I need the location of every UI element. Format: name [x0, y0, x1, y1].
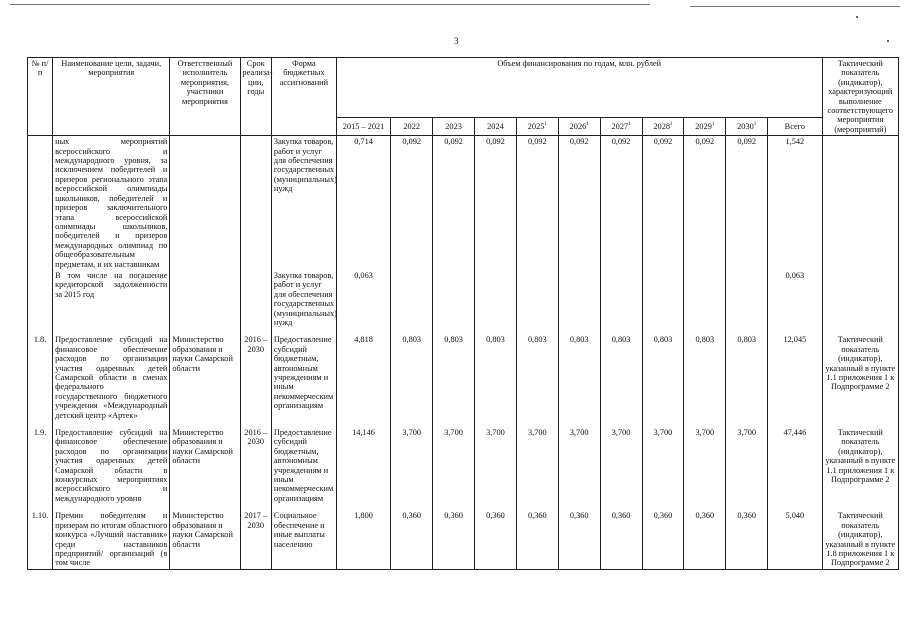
footnote-mark: 1 — [670, 122, 673, 128]
year-value: 0,803 — [726, 334, 768, 421]
measure-name: ных мероприятий всероссийского и международного уровня, за исключением победителей и призеров регионального этапа всероссийской олимпиады школьников, победителей и призеров заключительного этапа всероссийской олимпиады школьников, победителей и призеров международных олимпиад по общеобразовательным предметам, и их наставникам — [53, 136, 170, 270]
tactical-indicator — [822, 136, 898, 270]
year-value: 3,700 — [642, 427, 684, 504]
header-name: Наименование цели, задачи, мероприятия — [53, 58, 170, 136]
total-value: 12,045 — [768, 334, 822, 421]
footnote-mark: 1 — [628, 122, 631, 128]
responsible-executor: Министерство образования и науки Самарской области — [170, 510, 240, 569]
year-header: 2023 — [433, 118, 475, 136]
year-header: 2015 – 2021 — [336, 118, 390, 136]
table-row — [28, 427, 899, 504]
tactical-indicator — [822, 270, 898, 328]
year-value: 0,803 — [433, 334, 475, 421]
year-value: 0,360 — [433, 510, 475, 569]
year-value: 3,700 — [684, 427, 726, 504]
header-indicator: Тактический показатель (индикатор), характеризующий выполнение соответствующего мероприятия (мероприятий) — [822, 58, 898, 136]
year-value — [642, 270, 684, 328]
total-value: 47,446 — [768, 427, 822, 504]
year-value: 0,092 — [433, 136, 475, 270]
year-value: 3,700 — [475, 427, 517, 504]
year-value — [558, 270, 600, 328]
footnote-mark: 1 — [711, 122, 715, 128]
year-value: 3,700 — [516, 427, 558, 504]
implementation-term — [240, 270, 271, 328]
responsible-executor: Министерство образования и науки Самарской области — [170, 334, 240, 421]
year-value: 0,360 — [600, 510, 642, 569]
footnote-mark: 1 — [544, 122, 547, 128]
year-value: 0,092 — [642, 136, 684, 270]
implementation-term: 2016 – 2030 — [240, 427, 271, 504]
responsible-executor — [170, 270, 240, 328]
year-value: 3,700 — [391, 427, 433, 504]
table-header — [28, 58, 899, 136]
page-number: 3 — [454, 36, 459, 46]
row-number: 1.10. — [28, 510, 53, 569]
header-responsible: Ответственный исполнитель мероприятия, участники мероприятия — [170, 58, 240, 136]
year-value — [433, 270, 475, 328]
year-value — [475, 270, 517, 328]
year-value: 0,092 — [516, 136, 558, 270]
implementation-term: 2016 – 2030 — [240, 334, 271, 421]
year-value: 0,803 — [642, 334, 684, 421]
year-header: 2030$^1$ — [726, 118, 768, 136]
budget-form: Закупка товаров, работ и услуг для обеспечения государственных (муниципальных) нужд — [271, 270, 336, 328]
year-value: 0,092 — [600, 136, 642, 270]
year-header: 2025$^1$ — [516, 118, 558, 136]
year-value: 0,092 — [391, 136, 433, 270]
year-value — [516, 270, 558, 328]
year-value: 0,803 — [475, 334, 517, 421]
year-value: 0,803 — [558, 334, 600, 421]
row-number: 1.9. — [28, 427, 53, 504]
year-value: 0,360 — [558, 510, 600, 569]
year-value: 0,360 — [726, 510, 768, 569]
year-value: 4,818 — [336, 334, 390, 421]
implementation-term: 2017 – 2030 — [240, 510, 271, 569]
year-value: 0,803 — [391, 334, 433, 421]
year-header: 2029$^1$ — [684, 118, 726, 136]
year-value: 3,700 — [600, 427, 642, 504]
year-header: 2027$^1$ — [600, 118, 642, 136]
year-header: 2028$^1$ — [642, 118, 684, 136]
year-header-total: Всего — [768, 118, 822, 136]
year-value — [684, 270, 726, 328]
scan-top-line-right — [690, 6, 900, 7]
budget-form: Закупка товаров, работ и услуг для обеспечения государственных (муниципальных) нужд — [271, 136, 336, 270]
table-row — [28, 270, 899, 328]
tactical-indicator: Тактический показатель (индикатор), указанный в пункте 1.1 приложения 1 к Подпрограмме 2 — [822, 427, 898, 504]
year-value: 14,146 — [336, 427, 390, 504]
header-term: Срок реализа-ции, годы — [240, 58, 271, 136]
header-form: Форма бюджетных ассигнований — [271, 58, 336, 136]
year-value: 0,092 — [558, 136, 600, 270]
responsible-executor — [170, 136, 240, 270]
budget-form: Предоставление субсидий бюджетным, автономным учреждениям и иным некоммерческим организациям — [271, 427, 336, 504]
header-financing: Объем финансирования по годам, млн. рублей — [336, 58, 822, 118]
year-value: 0,360 — [642, 510, 684, 569]
measure-name: Премии победителям и призерам по итогам областного конкурса «Лучший наставник» среди наставников предприятий/ организаций (в том числе — [53, 510, 170, 569]
year-value — [726, 270, 768, 328]
year-value: 0,360 — [391, 510, 433, 569]
year-value: 3,700 — [433, 427, 475, 504]
year-value: 0,803 — [516, 334, 558, 421]
year-value: 0,360 — [516, 510, 558, 569]
total-value: 5,040 — [768, 510, 822, 569]
measure-name: Предоставление субсидий на финансовое обеспечение расходов по организации участия одаренных детей Самарской области в сменах федерального государственного бюджетного учреждения «Международный детский центр «Артек» — [53, 334, 170, 421]
row-number: 1.8. — [28, 334, 53, 421]
scan-speck — [856, 16, 858, 18]
budget-form: Социальное обеспечение и иные выплаты населению — [271, 510, 336, 569]
tactical-indicator: Тактический показатель (индикатор), указанный в пункте 1.1 приложения 1 к Подпрограмме 2 — [822, 334, 898, 421]
table-row — [28, 334, 899, 421]
table-row — [28, 136, 899, 270]
header-num: № п/п — [28, 58, 53, 136]
footnote-mark: 1 — [753, 122, 757, 128]
budget-form: Предоставление субсидий бюджетным, автономным учреждениям и иным некоммерческим организациям — [271, 334, 336, 421]
financing-table — [27, 57, 899, 570]
year-header: 2024 — [475, 118, 517, 136]
scan-top-line — [10, 4, 650, 5]
measure-name: В том числе на погашение кредиторской задолженности за 2015 год — [53, 270, 170, 328]
year-value: 0,803 — [600, 334, 642, 421]
tactical-indicator: Тактический показатель (индикатор), указанный в пункте 1.8 приложения 1 к Подпрограмме 2 — [822, 510, 898, 569]
year-value: 0,063 — [336, 270, 390, 328]
footnote-mark: 1 — [586, 122, 589, 128]
year-value: 0,092 — [475, 136, 517, 270]
total-value: 0,063 — [768, 270, 822, 328]
year-value: 1,800 — [336, 510, 390, 569]
year-header: 2026$^1$ — [558, 118, 600, 136]
table-row — [28, 510, 899, 569]
implementation-term — [240, 136, 271, 270]
responsible-executor: Министерство образования и науки Самарской области — [170, 427, 240, 504]
table-body — [28, 136, 899, 569]
year-value — [600, 270, 642, 328]
year-value: 3,700 — [726, 427, 768, 504]
row-number — [28, 270, 53, 328]
year-value: 0,714 — [336, 136, 390, 270]
year-header: 2022 — [391, 118, 433, 136]
scan-speck — [887, 40, 889, 42]
year-value: 0,360 — [684, 510, 726, 569]
year-value: 0,803 — [684, 334, 726, 421]
year-value: 0,360 — [475, 510, 517, 569]
year-value: 3,700 — [558, 427, 600, 504]
year-value: 0,092 — [684, 136, 726, 270]
row-number — [28, 136, 53, 270]
total-value: 1,542 — [768, 136, 822, 270]
year-value — [391, 270, 433, 328]
year-value: 0,092 — [726, 136, 768, 270]
measure-name: Предоставление субсидий на финансовое обеспечение расходов по организации участия одаренных детей Самарской области в конкурсных мероприятиях всероссийского и международного уровня — [53, 427, 170, 504]
